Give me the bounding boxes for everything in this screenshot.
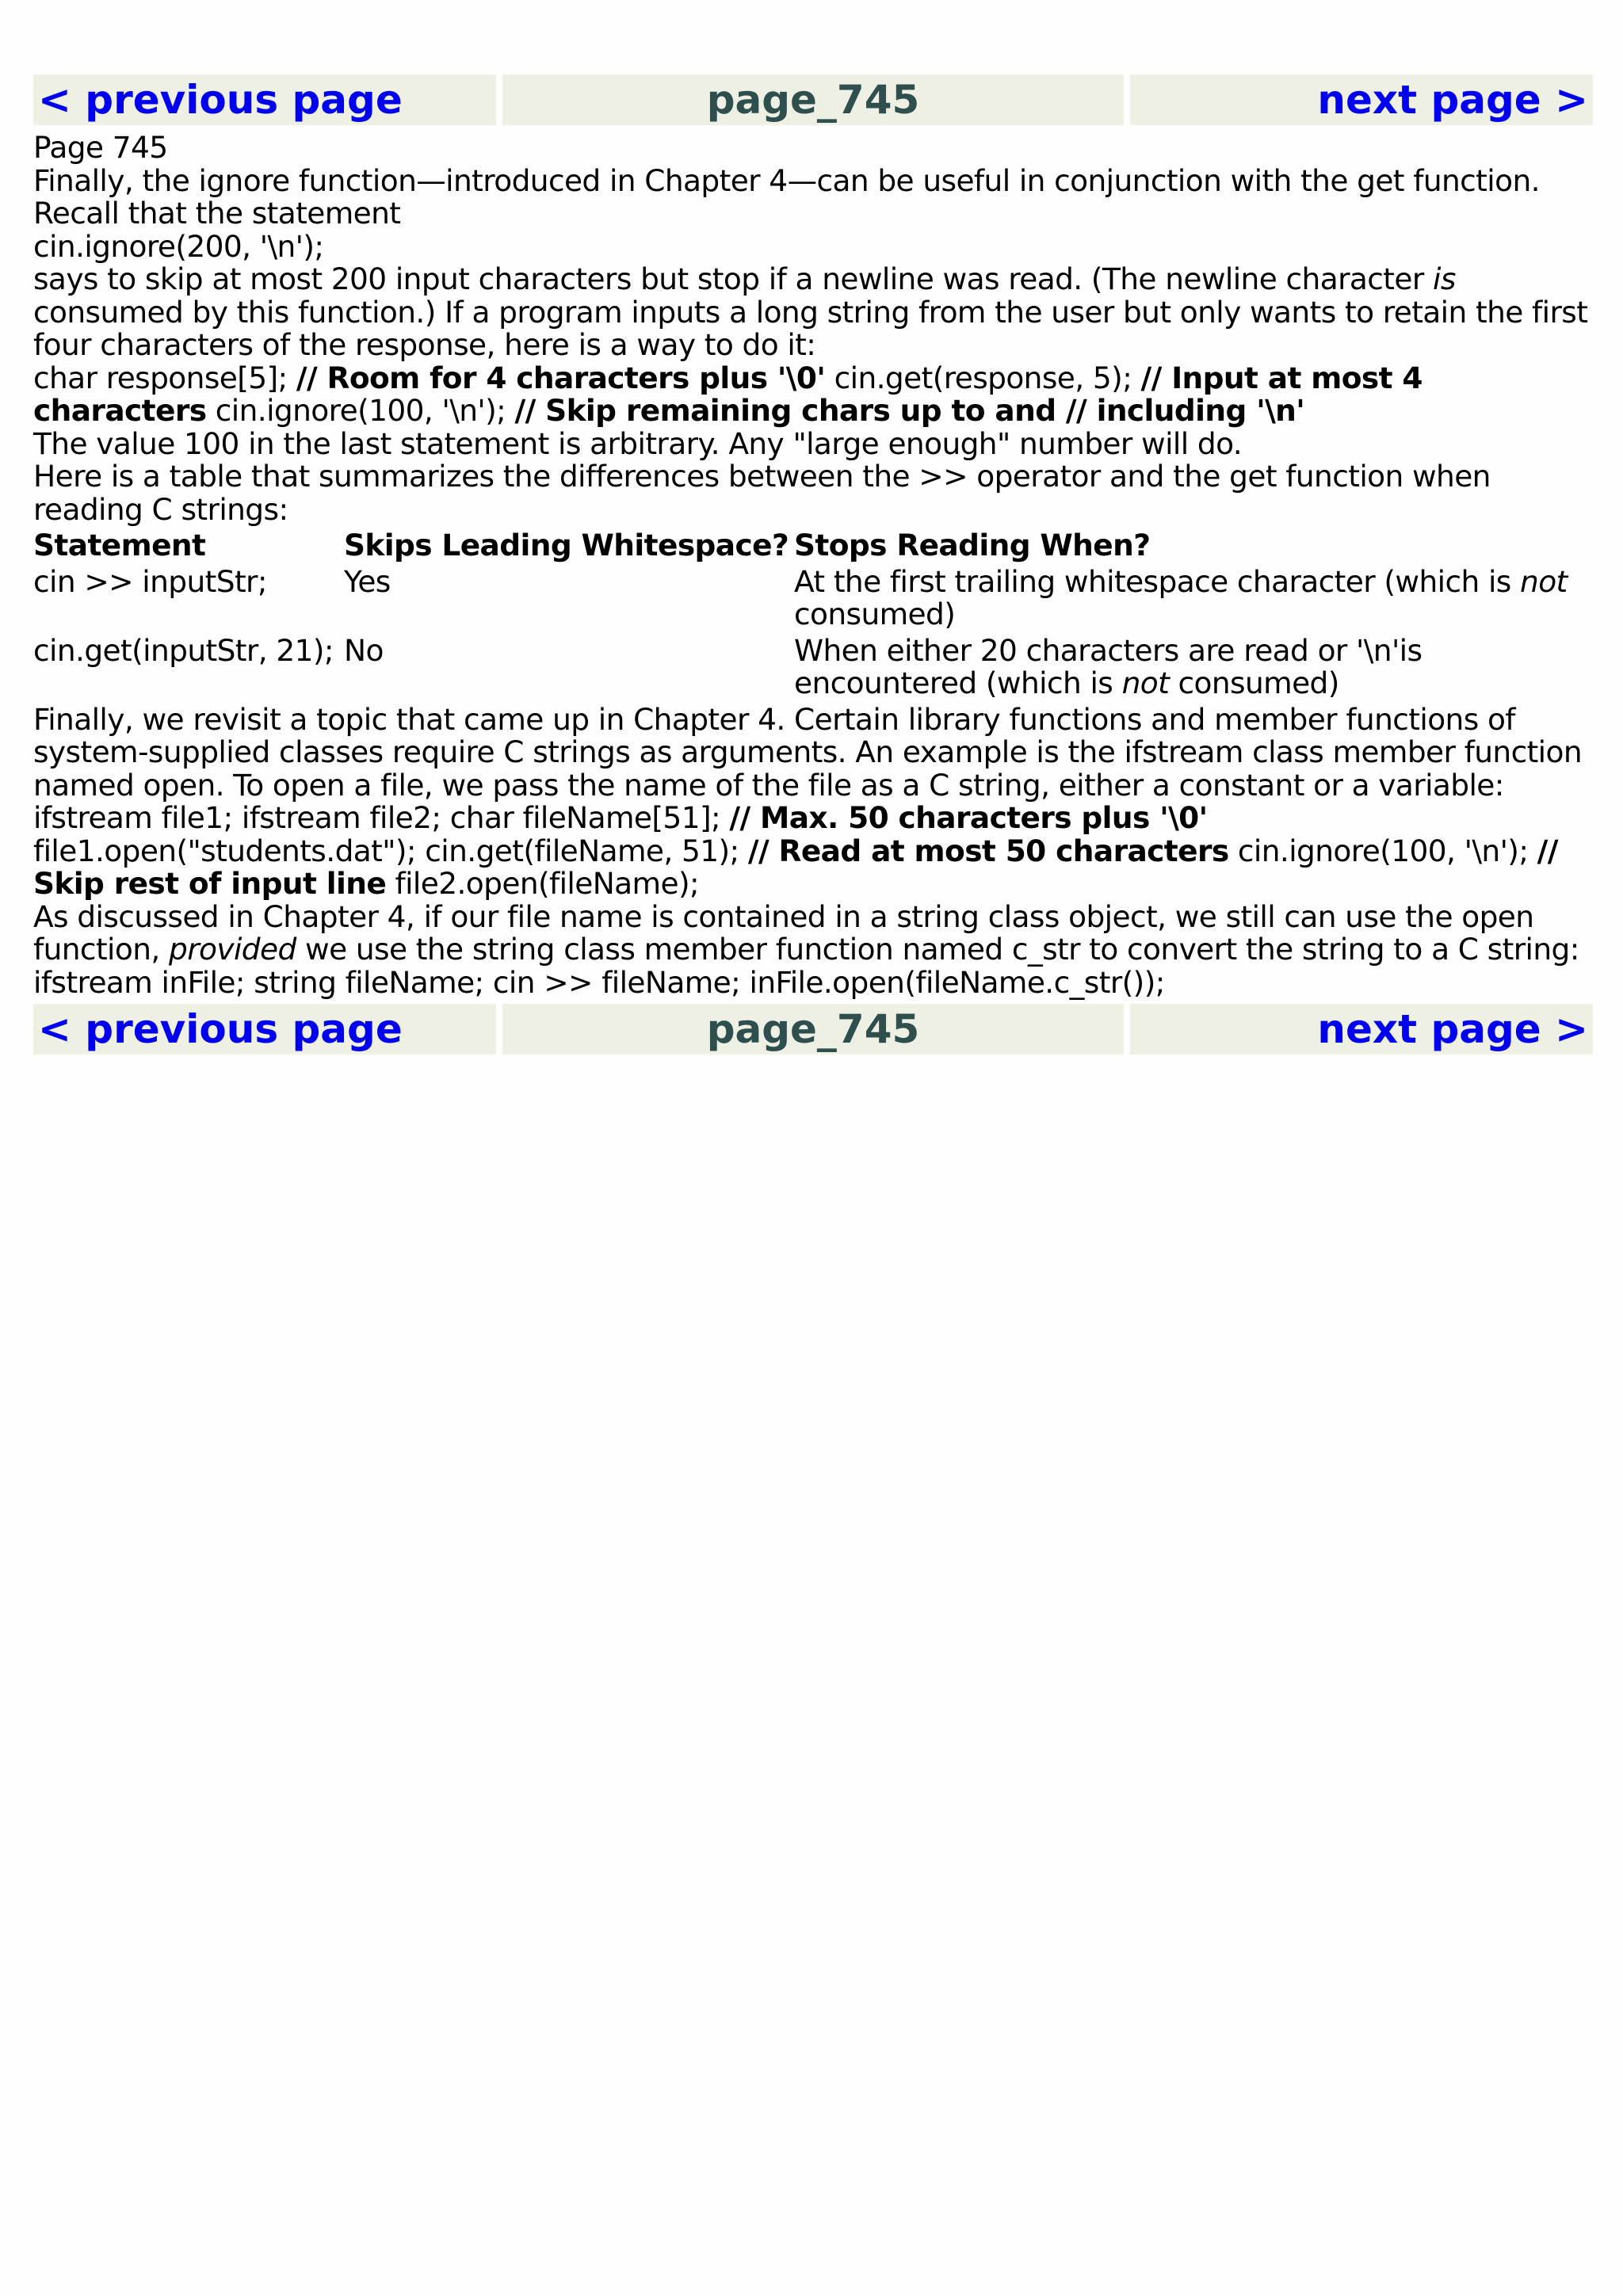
code-response-example: [33, 362, 1593, 428]
next-page-link[interactable]: next page >: [1130, 74, 1593, 125]
page-number-label: Page 745: [33, 130, 168, 165]
cell-skips: No: [344, 632, 384, 668]
table-row: [33, 566, 1593, 631]
book-page: [33, 74, 1593, 1055]
code-comment: // Read at most 50 characters: [747, 833, 1229, 868]
text-run: As discussed in Chapter 4, if our file name is contained in a string class object, we still can use the open function,: [33, 898, 1534, 967]
text-run: When either 20 characters are read or '\n'is encountered (which is: [794, 632, 1423, 700]
code-text: ifstream file1; ifstream file2; char fileName[51];: [33, 800, 730, 835]
emphasis: not: [1520, 563, 1568, 599]
text-run: At the first trailing whitespace character (which is: [794, 563, 1521, 599]
paragraph-ignore-explanation: [33, 263, 1593, 362]
column-header-statement: Statement: [33, 528, 206, 563]
code-text: cin.ignore(100, '\n');: [206, 393, 515, 428]
text-run: consumed): [1169, 666, 1339, 700]
column-header-stops-reading: Stops Reading When?: [794, 528, 1151, 563]
page-content: [33, 132, 1593, 999]
table-header-row: [33, 529, 1593, 563]
paragraph-ignore-intro: Finally, the ignore function—introduced in Chapter 4—can be useful in conjunction with the get function. Recall that the statement: [33, 162, 1540, 231]
code-comment: // Input at most 4 characters: [33, 360, 1423, 428]
top-navigation-bar: [33, 74, 1593, 125]
text-run: consumed by this function.) If a program inputs a long string from the user but only wants to retain the first four characters of the response, here is a way to do it:: [33, 294, 1588, 362]
column-header-skips-whitespace: Skips Leading Whitespace?: [344, 528, 789, 563]
paragraph-c-str-explanation: [33, 898, 1593, 967]
text-run: says to skip at most 200 input characters but stop if a newline was read. (The newline character: [33, 261, 1434, 296]
emphasis: not: [1121, 666, 1170, 700]
paragraph-c-string-arguments: Finally, we revisit a topic that came up in Chapter 4. Certain library functions and member functions of system-supplied classes require C strings as arguments. An example is the ifstream class member function named open. To open a file, we pass the name of the file as a C string, either a constant or a variable:: [33, 701, 1583, 803]
text-run: consumed): [794, 597, 956, 631]
code-text: file2.open(fileName);: [386, 866, 700, 901]
code-ignore-statement: cin.ignore(200, '\n');: [33, 228, 324, 264]
bottom-navigation-bar: [33, 1004, 1593, 1055]
table-row: [33, 635, 1593, 700]
cell-statement: cin.get(inputStr, 21);: [33, 632, 334, 668]
code-text: cin.get(response, 5);: [825, 360, 1141, 395]
text-run: we use the string class member function named c_str to convert the string to a C string:: [296, 932, 1579, 967]
code-c-str-example: ifstream inFile; string fileName; cin >> fileName; inFile.open(fileName.c_str());: [33, 964, 1165, 1000]
emphasis: is: [1433, 261, 1456, 296]
code-comment: // Skip remaining chars up to and // including '\n': [514, 393, 1305, 428]
code-text: char response[5];: [33, 360, 296, 395]
code-file-open-example: [33, 802, 1593, 901]
cell-stops: [794, 563, 1593, 631]
page-title: page_745: [502, 1004, 1124, 1055]
paragraph-table-intro: Here is a table that summarizes the differences between the >> operator and the get function when reading C strings:: [33, 459, 1491, 527]
code-comment: // Skip rest of input line: [33, 833, 1558, 901]
previous-page-link[interactable]: < previous page: [33, 1004, 496, 1055]
emphasis: provided: [169, 932, 296, 967]
paragraph-arbitrary-value: The value 100 in the last statement is arbitrary. Any "large enough" number will do.: [33, 425, 1243, 461]
page-title: page_745: [502, 74, 1124, 125]
code-comment: // Max. 50 characters plus '\0': [729, 800, 1208, 835]
cell-stops: [794, 632, 1593, 700]
cell-statement: cin >> inputStr;: [33, 563, 267, 599]
comparison-table: [30, 526, 1596, 704]
cell-skips: Yes: [344, 563, 391, 599]
code-text: cin.ignore(100, '\n');: [1228, 833, 1537, 868]
code-comment: // Room for 4 characters plus '\0': [296, 360, 826, 395]
previous-page-link[interactable]: < previous page: [33, 74, 496, 125]
next-page-link[interactable]: next page >: [1130, 1004, 1593, 1055]
code-text: file1.open("students.dat"); cin.get(fileName, 51);: [33, 833, 748, 868]
